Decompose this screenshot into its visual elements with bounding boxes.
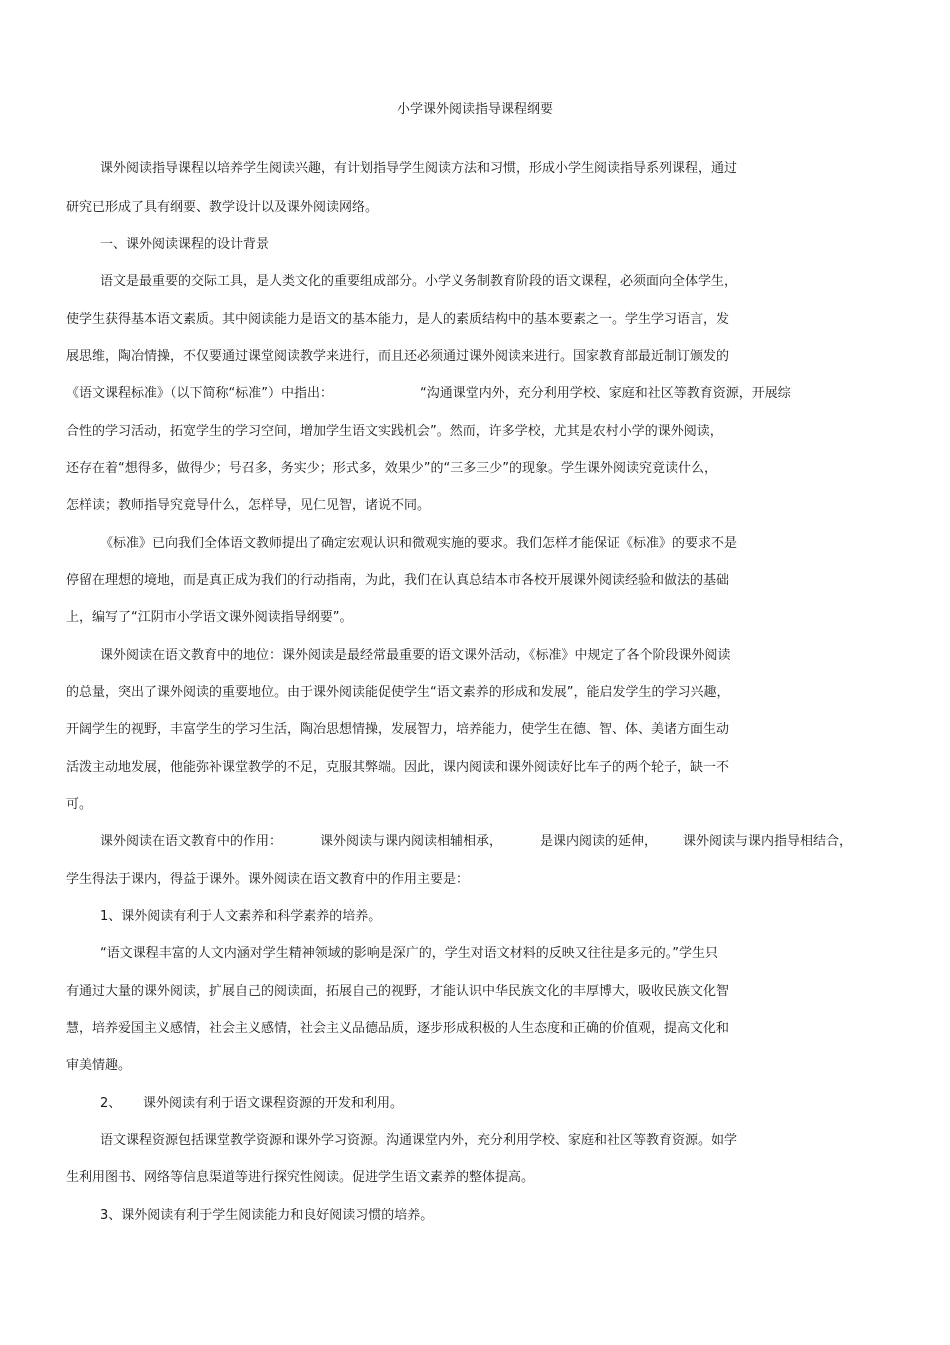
section-heading: 课外阅读有利于语文课程资源的开发和利用。 [143, 1096, 404, 1111]
text-line: “语文课程丰富的人文内涵对学生精神领域的影响是深广的，学生对语文材料的反映又往往是多元的。”学生只 [100, 946, 718, 961]
document-title: 小学课外阅读指导课程纲要 [396, 102, 553, 117]
text-line: 上，编写了“江阴市小学语文课外阅读指导纲要”。 [66, 610, 353, 625]
text-line: 使学生获得基本语文素质。其中阅读能力是语文的基本能力，是人的素质结构中的基本要素之一。学生学习语言，发 [66, 312, 730, 327]
text-line: 《标准》已向我们全体语文教师提出了确定宏观认识和微观实施的要求。我们怎样才能保证《标准》的要求不是 [100, 536, 738, 551]
section-heading: 1、课外阅读有利于人文素养和科学素养的培养。 [100, 909, 382, 924]
text-line: 学生得法于课内，得益于课外。课外阅读在语文教育中的作用主要是： [66, 872, 470, 887]
text-line: 《语文课程标准》（以下简称“标准”）中指出： [66, 386, 333, 401]
text-line: 是课内阅读的延伸， [540, 834, 658, 849]
text-line: 语文课程资源包括课堂教学资源和课外学习资源。沟通课堂内外，充分利用学校、家庭和社区等教育资源。如学 [100, 1133, 738, 1148]
text-line: 合性的学习活动，拓宽学生的学习空间，增加学生语文实践机会”。然而，许多学校，尤其是农村小学的课外阅读， [66, 424, 723, 439]
text-line: 活泼主动地发展，他能弥补课堂教学的不足，克服其弊端。因此，课内阅读和课外阅读好比车子的两个轮子，缺一不 [66, 760, 730, 775]
text-line: 可。 [66, 797, 93, 812]
text-line: 研究已形成了具有纲要、教学设计以及课外阅读网络。 [66, 200, 379, 215]
text-line: 审美情趣。 [66, 1058, 132, 1073]
text-line: 语文是最重要的交际工具，是人类文化的重要组成部分。小学义务制教育阶段的语文课程，必须面向全体学生， [100, 274, 738, 289]
text-line: 生利用图书、网络等信息渠道等进行探究性阅读。促进学生语文素养的整体提高。 [66, 1170, 535, 1185]
text-line: 怎样读；教师指导究竟导什么，怎样导，见仁见智，诸说不同。 [66, 498, 431, 513]
text-line: 还存在着“想得多，做得少；号召多，务实少；形式多，效果少”的“三多三少”的现象。学生课外阅读究竟读什么， [66, 461, 717, 476]
text-line: 课外阅读在语文教育中的作用： [100, 834, 283, 849]
section-heading: 3、课外阅读有利于学生阅读能力和良好阅读习惯的培养。 [100, 1208, 434, 1223]
text-line: 慧，培养爱国主义感情，社会主义感情，社会主义品德品质，逐步形成积极的人生态度和正确的价值观，提高文化和 [66, 1021, 730, 1036]
text-line: 课外阅读在语文教育中的地位：课外阅读是最经常最重要的语文课外活动，《标准》中规定了各个阶段课外阅读 [100, 648, 731, 663]
text-line: 的总量，突出了课外阅读的重要地位。由于课外阅读能促使学生“语文素养的形成和发展”，能启发学生的学习兴趣， [66, 685, 730, 700]
text-line: 展思维，陶冶情操，不仅要通过课堂阅读教学来进行，而且还必须通过课外阅读来进行。国家教育部最近制订颁发的 [66, 349, 730, 364]
section-number: 2、 [100, 1096, 122, 1111]
text-line: “沟通课堂内外，充分利用学校、家庭和社区等教育资源，开展综 [420, 386, 791, 401]
text-line: 开阔学生的视野，丰富学生的学习生活，陶冶思想情操，发展智力，培养能力，使学生在德、智、体、美诸方面生动 [66, 722, 730, 737]
section-heading: 一、课外阅读课程的设计背景 [100, 237, 270, 252]
text-line: 有通过大量的课外阅读，扩展自己的阅读面，拓展自己的视野，才能认识中华民族文化的丰厚博大，吸收民族文化智 [66, 984, 730, 999]
text-line: 课外阅读与课内阅读相辅相承， [320, 834, 503, 849]
text-line: 课外阅读指导课程以培养学生阅读兴趣，有计划指导学生阅读方法和习惯，形成小学生阅读指导系列课程，通过 [100, 161, 738, 176]
text-line: 课外阅读与课内指导相结合， [683, 834, 853, 849]
text-line: 停留在理想的境地，而是真正成为我们的行动指南，为此，我们在认真总结本市各校开展课外阅读经验和做法的基础 [66, 573, 730, 588]
